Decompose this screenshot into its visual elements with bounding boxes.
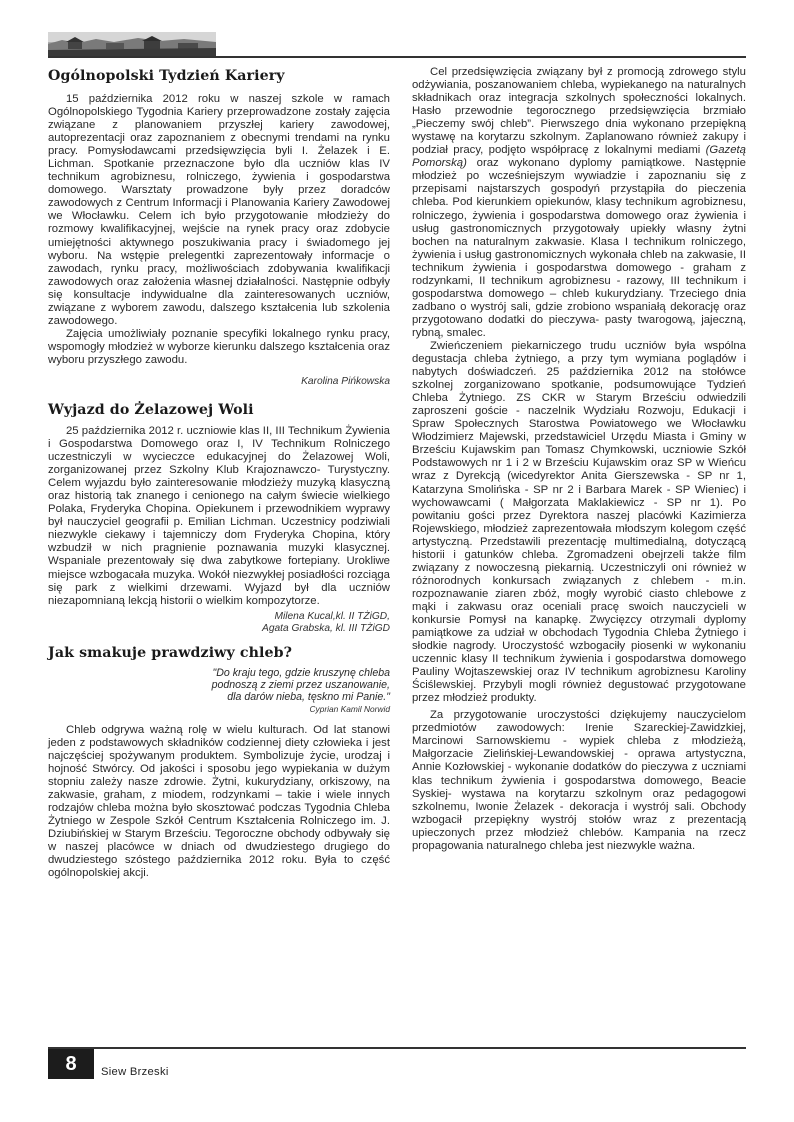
right-column [412, 66, 746, 853]
article-paragraph: Za przygotowanie uroczystości dziękujemy nauczycielom przedmiotów zawodowych: Irenie Szareckiej-Zawidzkiej, Marcinowi Sarnowskiemu - wypiek chleba z młodzieżą, Małgorzacie Zielińskiej-Lewandowskiej - oprawa artystyczna, Annie Kozłowskiej - wykonanie dodatków do pieczywa z uczniami klas technikum żywienia i gospodarstwa domowego, Beacie Syskiej- wystawa na korytarzu szkolnym oraz pedagogowi szkolnemu, Iwonie Żelazek - dekoracja i wystrój sali. Obchody wzbogacił przepiękny wystrój stołów wraz z prezentacją upieczonych przez młodzież chlebów. Kampania na rzecz propagowania naturalnego chleba jest niezwykle ważna. [412, 709, 746, 852]
article-title: Jak smakuje prawdziwy chleb? [48, 644, 293, 661]
article-paragraph [412, 66, 746, 340]
article-paragraph: 15 października 2012 roku w naszej szkole w ramach Ogólnopolskiego Tygodnia Kariery przeprowadzone zostały zajęcia związane z planowaniem przyszłej kariery zawodowej, autoprezentacji oraz zapoznaniem z obecnymi trendami na rynku pracy. Pomysłodawcami przedsięwzięcia byli I. Żelazek i E. Lichman. Spotkanie przeznaczone było dla uczniów klas IV technikum agrobiznesu, rolniczego, żywienia i gospodarstwa domowego. Warsztaty prowadzone były przez doradców zawodowych z Centrum Informacji i Planowania Kariery Zawodowej we Włocławku. Celem ich było przygotowanie młodzieży do rozmowy kwalifikacyjnej, wejście na rynek pracy oraz zdobycie umiejętności aktywnego poszukiwania pracy i świadomego jej wyboru. Na wstępie prelegentki zaprezentowały informacje o zawodach, rynku pracy, możliwościach zdobywania kwalifikacji zawodowych oraz założenia własnej działalności. Następnie odbyły się konsultacje indywidualne dla zainteresowanych uczniów, związane z wyborem zawodu, dalszego kształcenia lub szkolenia zawodowego. [48, 93, 390, 327]
media-name: (Gazetą Pomorską) [412, 144, 746, 170]
article-title: Wyjazd do Żelazowej Woli [48, 401, 254, 418]
top-rule [48, 56, 746, 58]
article-paragraph: Zajęcia umożliwiały poznanie specyfiki lokalnego rynku pracy, wspomogły młodzież w wyborze kierunku dalszego kształcenia oraz wyboru przyszłego zawodu. [48, 327, 390, 366]
article-author: Agata Grabska, kl. III TŻiGD [262, 622, 390, 634]
magazine-name: Siew Brzeski [101, 1066, 169, 1078]
article-author: Milena Kucal,kl. II TŻiGD, [274, 610, 390, 622]
article-paragraph: Zwieńczeniem piekarniczego trudu uczniów była wspólna degustacja chleba żytniego, a przy tym wymiana poglądów i nabytych doświadczeń. 25 października 2012 na stołówce szkolnej zorganizowano spotkanie, podsumowujące Tydzień Chleba Żytniego. ZS CKR w Starym Brześciu odwiedzili zaproszeni goście - naczelnik Wydziału Rozwoju, Edukacji i Spraw Społecznych Starostwa Powiatowego we Włocławku Włodzimierz Majewski, przedstawiciel Urzędu Miasta i Gminy w Brześciu Kujawskim pan Tomasz Chymkowski, uczniowie Szkół Podstawowych nr 1 i 2 w Brześciu Kujawskim oraz SP w Wieńcu wraz z Dyrekcją (wicedyrektor Anita Gierszewska - SP nr 1, Katarzyna Smolińska - SP nr 2 i Barbara Marek - SP Wieniec) i wychowawcami ( Małgorzata Maklakiewicz - SP nr 1). Po powitaniu gości przez Dyrektora naszej placówki Kazimierza Rojewskiego, młodzież zaprezentowała młodszym kolegom część artystyczną. Przedstawili prezentację multimedialną, dotyczącą historii i gatunków chleba. Zgromadzeni obejrzeli także film związany z nowoczesną piekarnią. Uczestniczyli oni również w różnorodnych konkursach związanych z chlebem - m.in. rozpoznawanie ziaren zbóż, mogły wyrobić ciasto chlebowe z mąki i zakwasu oraz oceniali pracę swoich nauczycieli w konkursie Pomysł na kanapkę. Zwycięzcy otrzymali dyplomy pamiątkowe za udział w obchodach Tygodnia Chleba Żytniego i słodkie nagrody. Uroczystość wzbogaciły piosenki w wykonaniu uczennic klasy II technikum żywienia i gospodarstwa domowego Pauliny Wojtaszewskiej oraz IV technikum agrobiznesu Karoliny Ściślewskiej. Przybyli mogli również degustować przygotowane przez młodzież produkty. [412, 339, 746, 705]
epigraph-author: Cyprian Kamil Norwid [309, 703, 390, 714]
paragraph-text: oraz wykonano dyplomy pamiątkowe. Następnie młodzież po wcześniejszym wywiadzie i zapoznaniu się z przepisami najstarszych gospodyń przystąpiła do pieczenia chleba. Pod kierunkiem opiekunów, klasy technikum agrobiznesu, rolniczego, żywienia i gospodarstwa domowego oraz żywienia i usług gastronomicznych przygotowały upiekły własny żytni bochen na naturalnym zakwasie. Klasa I technikum rolniczego, żywienia i usług gastronomicznych wykonała chleb na zakwasie, II technikum żywienia i gospodarstwa domowego - graham z rodzynkami, II technikum agrobiznesu - razowy, III technikum i gospodarstwa domowego – chleb kukurydziany. Trzeciego dnia zadbano o wystrój sali, gdzie zrobiono wspaniałą dekorację oraz przygotowano dodatki do pieczywa- pasty twarogową, jajeczną, rybną, smalec. [412, 157, 746, 339]
epigraph-line: dla darów nieba, tęskno mi Panie." [227, 691, 390, 704]
epigraph-line: "Do kraju tego, gdzie kruszynę chleba [212, 666, 390, 679]
article-title: Ogólnopolski Tydzień Kariery [48, 68, 285, 84]
page-number: 8 [48, 1049, 94, 1079]
paragraph-text: Cel przedsięwzięcia związany był z promocją zdrowego stylu odżywiania, poszanowaniem chleba, wypiekanego na naturalnych składnikach oraz integracja szkolnych społeczności lokalnych. Hasło przewodnie tegorocznego przedsięwzięcia brzmiało „Pieczemy swój chleb”. Pierwszego dnia wykonano przepiękną wystawę na korytarzu szkolnym. Zaplanowano również zakupy i podział pracy, podjęto współpracę z lokalnymi mediami [412, 66, 746, 157]
article-paragraph: Chleb odgrywa ważną rolę w wielu kulturach. Od lat stanowi jeden z podstawowych składników codziennej diety człowieka i jest najczęściej spożywanym produktem. Symbolizuje życie, urodzaj i hojność Stwórcy. Od jakości i sposobu jego wypiekania w dużym stopniu zależy nasze zdrowie. Żytni, kukurydziany, orkiszowy, na zakwasie, graham, z miodem, rodzynkami – takie i wiele innych rodzajów chleba można było skosztować podczas Tygodnia Chleba Żytniego w Zespole Szkół Centrum Kształcenia Rolniczego im. J. Dziubińskiej w Starym Brześciu. Tegoroczne obchody odbywały się w naszej placówce w dniach od dwudziestego drugiego do dwudziestego szóstego października 2012 roku. Była to część ogólnopolskiej akcji. [48, 723, 390, 880]
left-column [48, 64, 390, 880]
article-author: Karolina Pińkowska [301, 375, 390, 387]
header-landscape-photo [48, 32, 216, 56]
footer-rule [48, 1047, 746, 1049]
epigraph-line: podnoszą z ziemi przez uszanowanie, [211, 679, 390, 692]
article-paragraph: 25 października 2012 r. uczniowie klas II, III Technikum Żywienia i Gospodarstwa Domowego oraz I, IV Technikum Rolniczego uczestniczyli w wycieczce edukacyjnej do Żelazowej Woli, zorganizowanej przez Szkolny Klub Krajoznawczo- Turystyczny. Celem wyjazdu było zainteresowanie młodzieży muzyką klasyczną oraz historią tak znanego i cenionego na całym świecie wielkiego Polaka, Fryderyka Chopina. Opiekunem i przewodnikiem wyprawy był nauczyciel geografii p. Emilian Lichman. Uczestnicy podziwiali niezwykle ciekawy i tajemniczy dom Fryderyka Chopina, który wzbudził w nich pragnienie poznawania muzyki klasycznej. Wspaniale prezentowały się dwa zabytkowe fortepiany. Urokliwe miejsce wzbogacała muzyka. Wokół niezwykłej posiadłości rozciąga się park z wielkimi drzewami. Wyjazd był dla uczniów niezapomnianą lekcją historii o wielkim kompozytorze. [48, 424, 390, 607]
